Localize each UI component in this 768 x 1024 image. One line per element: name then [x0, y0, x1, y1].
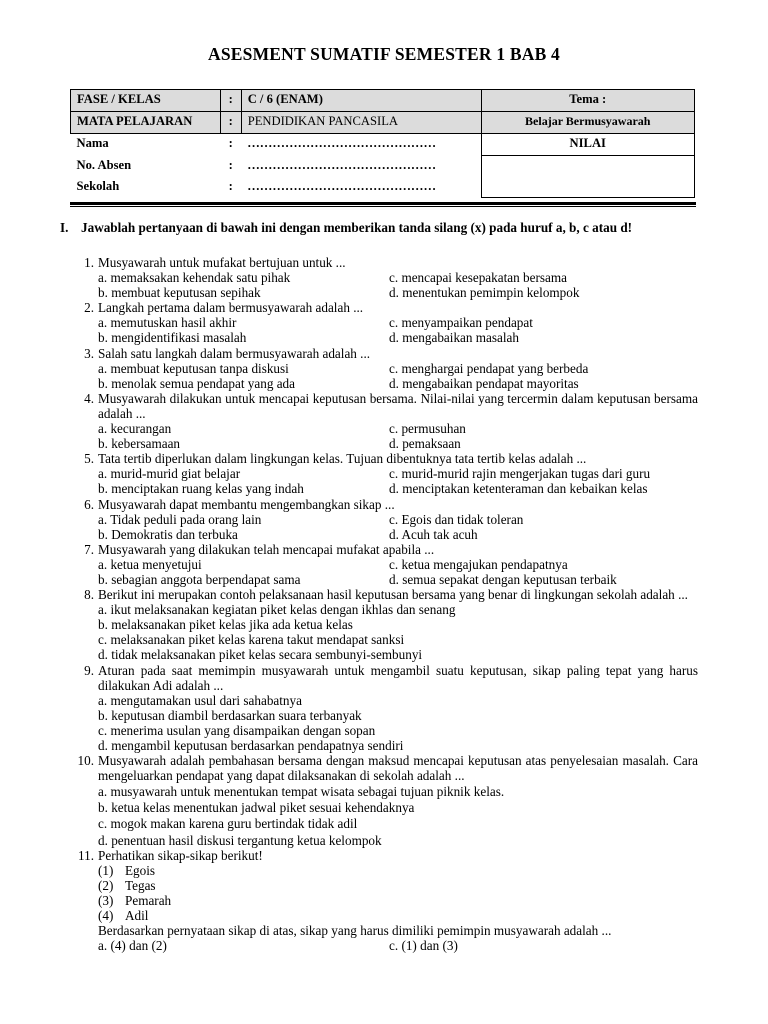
option-c[interactable]: c. permusuhan — [389, 421, 466, 437]
question-text: Aturan pada saat memimpin musyawarah untuk mengambil suatu keputusan, sikap paling tepat yang harus dilakukan Adi adalah ... — [98, 662, 698, 693]
option-d[interactable]: d. mengambil keputusan berdasarkan pendapatnya sendiri — [98, 738, 404, 753]
statement-number: (2) — [98, 877, 114, 893]
question-1 — [66, 255, 698, 300]
statement-item — [98, 863, 698, 878]
option-a[interactable]: a. mengutamakan usul dari sahabatnya — [98, 692, 302, 708]
question-number: 10. — [77, 753, 94, 769]
option-b[interactable]: b. menolak semua pendapat yang ada — [98, 375, 296, 391]
statement-item — [98, 893, 698, 908]
question-number: 8. — [84, 587, 94, 603]
option-d[interactable]: d. menciptakan ketenteraman dan kebaikan kelas — [389, 481, 648, 497]
option-a[interactable]: a. membuat keputusan tanpa diskusi — [98, 360, 289, 376]
question-6 — [66, 497, 698, 542]
option-b[interactable]: b. menciptakan ruang kelas yang indah — [98, 481, 304, 497]
option-a[interactable]: a. murid-murid giat belajar — [98, 466, 241, 482]
statement-number: (3) — [98, 892, 114, 908]
tema-label: Tema : — [481, 90, 695, 112]
question-4 — [66, 391, 698, 451]
option-b[interactable]: b. sebagian anggota berpendapat sama — [98, 571, 301, 587]
question-number: 2. — [84, 300, 94, 316]
question-text: Langkah pertama dalam bermusyawarah adalah ... — [98, 300, 364, 316]
question-text: Musyawarah yang dilakukan telah mencapai mufakat apabila ... — [98, 541, 435, 557]
question-text: Salah satu langkah dalam bermusyawarah adalah ... — [98, 345, 371, 361]
option-b[interactable]: b. keputusan diambil berdasarkan suara terbanyak — [98, 707, 362, 723]
colon: : — [220, 90, 241, 112]
option-d[interactable]: d. menentukan pemimpin kelompok — [389, 285, 580, 301]
divider-thick — [70, 202, 696, 205]
option-a[interactable]: a. ikut melaksanakan kegiatan piket kelas dengan ikhlas dan senang — [98, 602, 456, 618]
statement-text: Tegas — [125, 877, 156, 893]
question-text: Musyawarah dilakukan untuk mencapai keputusan bersama. Nilai-nilai yang tercermin dalam keputusan bersama adalah ... — [98, 390, 698, 421]
option-d[interactable]: d. tidak melaksanakan piket kelas secara sembunyi-sembunyi — [98, 647, 423, 663]
option-a[interactable]: a. musyawarah untuk menentukan tempat wisata sebagai tujuan piknik kelas. — [98, 784, 505, 800]
question-11 — [66, 848, 698, 954]
option-b[interactable]: b. Demokratis dan terbuka — [98, 526, 238, 542]
statement-item — [98, 878, 698, 893]
question-text: Musyawarah adalah pembahasan bersama dengan maksud mencapai keputusan atas penyelesaian masalah. Cara mengeluarkan pendapat yang dapat dilaksanakan di sekolah adalah ... — [98, 753, 698, 784]
option-a[interactable]: a. kecurangan — [98, 421, 172, 437]
question-text: Tata tertib diperlukan dalam lingkungan kelas. Tujuan dibentuknya tata tertib kelas adalah ... — [98, 451, 587, 467]
nama-field[interactable]: ……………………………………… — [247, 136, 437, 150]
option-b[interactable]: b. melaksanakan piket kelas jika ada ketua kelas — [98, 617, 353, 633]
divider-thin — [70, 206, 696, 207]
instruction-text: Jawablah pertanyaan di bawah ini dengan memberikan tanda silang (x) pada huruf a, b, c atau d! — [81, 220, 633, 235]
question-8 — [66, 587, 698, 662]
question-number: 3. — [84, 345, 94, 361]
statement-text: Adil — [125, 908, 149, 924]
option-d[interactable]: d. Acuh tak acuh — [389, 526, 478, 542]
sekolah-field[interactable]: ……………………………………… — [247, 178, 437, 193]
section-instruction — [60, 219, 700, 237]
question-text: Musyawarah untuk mufakat bertujuan untuk ... — [98, 255, 346, 270]
option-b[interactable]: b. ketua kelas menentukan jadwal piket sesuai kehendaknya — [98, 800, 415, 816]
option-d[interactable]: d. mengabaikan pendapat mayoritas — [389, 375, 579, 391]
option-a[interactable]: a. Tidak peduli pada orang lain — [98, 511, 262, 527]
question-number: 11. — [78, 847, 94, 863]
question-10 — [66, 753, 698, 848]
option-c[interactable]: c. ketua mengajukan pendapatnya — [389, 556, 568, 572]
colon: : — [228, 157, 233, 172]
question-5 — [66, 451, 698, 496]
option-a[interactable]: a. memaksakan kehendak satu pihak — [98, 270, 291, 286]
question-text: Berikut ini merupakan contoh pelaksanaan hasil keputusan bersama yang benar di lingkungan sekolah adalah ... — [98, 587, 688, 603]
option-a[interactable]: a. (4) dan (2) — [98, 938, 167, 954]
statement-number: (4) — [98, 908, 114, 924]
option-b[interactable]: b. mengidentifikasi masalah — [98, 330, 247, 346]
question-text: Musyawarah dapat membantu mengembangkan sikap ... — [98, 496, 395, 512]
option-c[interactable]: c. murid-murid rajin mengerjakan tugas dari guru — [389, 466, 651, 482]
question-7 — [66, 542, 698, 587]
question-3 — [66, 346, 698, 391]
option-a[interactable]: a. memutuskan hasil akhir — [98, 315, 237, 331]
option-c[interactable]: c. Egois dan tidak toleran — [389, 511, 524, 527]
question-number: 5. — [84, 451, 94, 467]
colon: : — [228, 136, 233, 150]
option-c[interactable]: c. menyampaikan pendapat — [389, 315, 533, 331]
question-number: 4. — [84, 390, 94, 406]
document-title: ASESMENT SUMATIF SEMESTER 1 BAB 4 — [208, 44, 560, 64]
option-d[interactable]: d. mengabaikan masalah — [389, 330, 519, 346]
question-number: 1. — [84, 255, 94, 270]
mapel-value: PENDIDIKAN PANCASILA — [241, 112, 481, 134]
mapel-label: MATA PELAJARAN — [71, 112, 221, 134]
option-b[interactable]: b. kebersamaan — [98, 436, 181, 452]
option-b[interactable]: b. membuat keputusan sepihak — [98, 285, 261, 301]
absen-field[interactable]: ……………………………………… — [247, 157, 437, 172]
question-2 — [66, 300, 698, 345]
section-number: I. — [60, 220, 69, 235]
question-9 — [66, 663, 698, 754]
option-c[interactable]: c. menghargai pendapat yang berbeda — [389, 360, 589, 376]
absen-label: No. Absen — [76, 157, 132, 172]
option-d[interactable]: d. semua sepakat dengan keputusan terbaik — [389, 571, 617, 587]
option-d[interactable]: d. penentuan hasil diskusi tergantung ketua kelompok — [98, 832, 382, 848]
option-c[interactable]: c. mogok makan karena guru bertindak tidak adil — [98, 816, 358, 832]
question-number: 6. — [84, 496, 94, 512]
statement-text: Egois — [125, 862, 156, 878]
question-text: Perhatikan sikap-sikap berikut! — [98, 847, 263, 863]
statement-number: (1) — [98, 862, 114, 878]
nama-label: Nama — [76, 136, 109, 150]
identity-table — [70, 89, 695, 198]
fase-value: C / 6 (ENAM) — [241, 90, 481, 112]
colon: : — [220, 112, 241, 134]
nilai-label: NILAI — [481, 134, 695, 156]
nilai-box[interactable] — [481, 156, 695, 198]
option-c[interactable]: c. (1) dan (3) — [389, 938, 458, 954]
question-list — [66, 255, 698, 953]
tema-value: Belajar Bermusyawarah — [481, 112, 695, 134]
question-number: 9. — [84, 662, 94, 678]
option-c[interactable]: c. menerima usulan yang disampaikan dengan sopan — [98, 722, 376, 738]
fase-label: FASE / KELAS — [71, 90, 221, 112]
sekolah-label: Sekolah — [76, 178, 120, 193]
option-c[interactable]: c. melaksanakan piket kelas karena takut mendapat sanksi — [98, 632, 405, 648]
question-prompt: Berdasarkan pernyataan sikap di atas, sikap yang harus dimiliki pemimpin musyawarah adalah ... — [98, 923, 612, 939]
option-d[interactable]: d. pemaksaan — [389, 436, 461, 452]
question-number: 7. — [84, 541, 94, 557]
colon: : — [228, 178, 233, 193]
option-a[interactable]: a. ketua menyetujui — [98, 556, 202, 572]
statement-text: Pemarah — [125, 892, 172, 908]
statement-item — [98, 908, 698, 923]
option-c[interactable]: c. mencapai kesepakatan bersama — [389, 270, 567, 286]
